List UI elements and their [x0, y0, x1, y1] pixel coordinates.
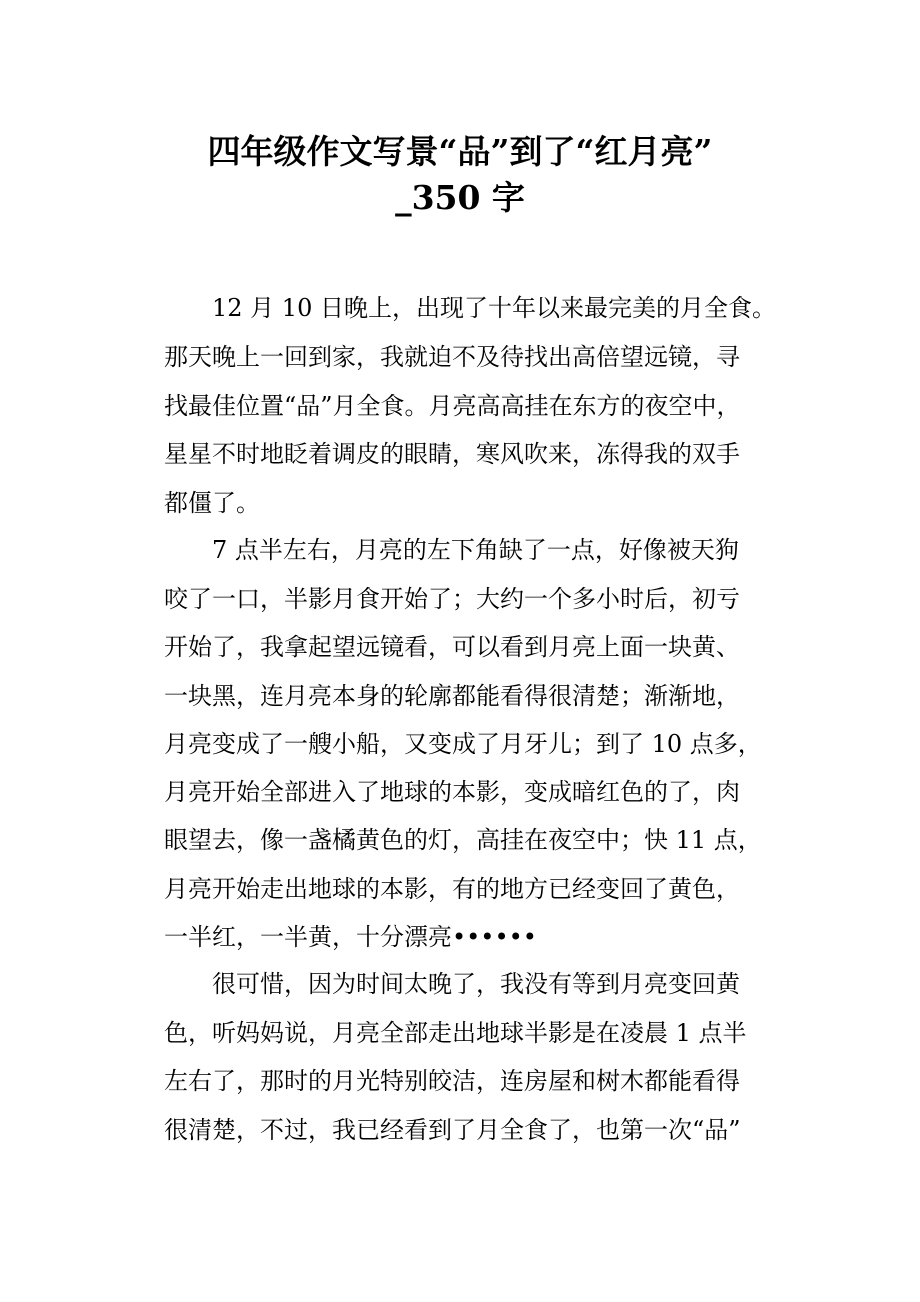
paragraph-line: 咬了一口，半影月食开始了；大约一个多小时后，初亏: [164, 585, 740, 613]
paragraph-line: 7 点半左右，月亮的左下角缺了一点，好像被天狗: [212, 536, 739, 564]
paragraph-line: 12 月 10 日晚上，出现了十年以来最完美的月全食。: [212, 294, 776, 322]
paragraph-line: 找最佳位置“品”月全食。月亮高高挂在东方的夜空中，: [164, 392, 741, 420]
paragraph-line: 月亮变成了一艘小船，又变成了月牙儿；到了 10 点多，: [164, 730, 762, 758]
paragraph-line: 一块黑，连月亮本身的轮廓都能看得很清楚；渐渐地，: [164, 682, 740, 710]
paragraph-line: 开始了，我拿起望远镜看，可以看到月亮上面一块黄、: [164, 633, 740, 661]
paragraph-line: 那天晚上一回到家，我就迫不及待找出高倍望远镜，寻: [164, 343, 740, 371]
document-title-line-2: _350 字: [395, 178, 525, 217]
paragraph-line: 很可惜，因为时间太晚了，我没有等到月亮变回黄: [212, 970, 740, 998]
paragraph-line: 月亮开始全部进入了地球的本影，变成暗红色的了，肉: [164, 778, 740, 806]
paragraph-line: 色，听妈妈说，月亮全部走出地球半影是在凌晨 1 点半: [164, 1019, 747, 1047]
paragraph-line: 星星不时地眨着调皮的眼睛，寒风吹来，冻得我的双手: [164, 440, 740, 468]
paragraph-line: 左右了，那时的月光特别皎洁，连房屋和树木都能看得: [164, 1067, 740, 1095]
document-title-line-1: 四年级作文写景“品”到了“红月亮”: [207, 132, 713, 171]
paragraph-line: 都僵了。: [164, 489, 260, 517]
paragraph-line: 月亮开始走出地球的本影，有的地方已经变回了黄色，: [164, 875, 740, 903]
paragraph-line: 一半红，一半黄，十分漂亮••••••: [164, 923, 537, 951]
paragraph-line: 眼望去，像一盏橘黄色的灯，高挂在夜空中；快 11 点，: [164, 826, 762, 854]
paragraph-line: 很清楚，不过，我已经看到了月全食了，也第一次“品”: [164, 1116, 741, 1144]
